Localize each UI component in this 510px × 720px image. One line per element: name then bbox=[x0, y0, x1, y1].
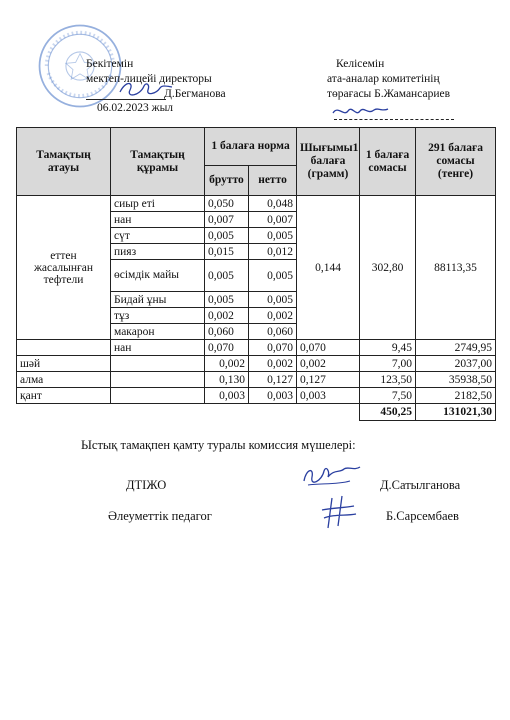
approver-name: Д.Бегманова bbox=[164, 88, 226, 100]
dish-name: алма bbox=[17, 372, 111, 388]
col-header-netto: нетто bbox=[249, 166, 297, 196]
table-header-row bbox=[17, 128, 496, 166]
member2-name: Б.Сарсембаев bbox=[386, 509, 459, 523]
member1-signature-icon bbox=[300, 461, 362, 491]
netto-value: 0,007 bbox=[249, 212, 297, 228]
committee-title: ата-аналар комитетінің bbox=[327, 73, 440, 85]
table-row bbox=[17, 372, 496, 388]
member1-name: Д.Сатылганова bbox=[380, 478, 461, 492]
output-value: 0,002 bbox=[297, 356, 360, 372]
table-row bbox=[17, 356, 496, 372]
col-header-brutto: брутто bbox=[205, 166, 249, 196]
netto-value: 0,048 bbox=[249, 196, 297, 212]
netto-value: 0,070 bbox=[249, 340, 297, 356]
col-header-output: Шығымы1 балаға (грамм) bbox=[297, 128, 360, 196]
col-header-sum1: 1 балаға сомасы bbox=[360, 128, 416, 196]
col-header-name: Тамақтың атауы bbox=[17, 128, 111, 196]
dish-sum1: 302,80 bbox=[360, 196, 416, 340]
output-value: 0,003 bbox=[297, 388, 360, 404]
table-row bbox=[17, 196, 496, 212]
dish-name bbox=[17, 340, 111, 356]
table-row bbox=[17, 388, 496, 404]
sum291-value: 2749,95 bbox=[416, 340, 496, 356]
brutto-value: 0,003 bbox=[205, 388, 249, 404]
dish-name: қант bbox=[17, 388, 111, 404]
netto-value: 0,003 bbox=[249, 388, 297, 404]
brutto-value: 0,007 bbox=[205, 212, 249, 228]
brutto-value: 0,005 bbox=[205, 260, 249, 292]
sum1-value: 7,00 bbox=[360, 356, 416, 372]
sum1-value: 123,50 bbox=[360, 372, 416, 388]
totals-row bbox=[17, 404, 496, 421]
agree-word: Келісемін bbox=[336, 58, 385, 70]
chair-signature-icon bbox=[330, 103, 390, 121]
col-header-norm: 1 балаға норма bbox=[205, 128, 297, 166]
dish-name: еттен жасалынған тефтели bbox=[17, 196, 111, 340]
col-header-sum291: 291 балаға сомасы (тенге) bbox=[416, 128, 496, 196]
ingredient-name: Бидай ұны bbox=[111, 292, 205, 308]
netto-value: 0,127 bbox=[249, 372, 297, 388]
sum291-value: 2037,00 bbox=[416, 356, 496, 372]
netto-value: 0,002 bbox=[249, 308, 297, 324]
brutto-value: 0,005 bbox=[205, 292, 249, 308]
menu-table bbox=[16, 127, 496, 421]
approve-word: Бекітемін bbox=[86, 58, 134, 70]
ingredient-name: сиыр еті bbox=[111, 196, 205, 212]
output-value: 0,127 bbox=[297, 372, 360, 388]
brutto-value: 0,050 bbox=[205, 196, 249, 212]
sum291-value: 2182,50 bbox=[416, 388, 496, 404]
netto-value: 0,005 bbox=[249, 260, 297, 292]
member1-role: ДТІЖО bbox=[126, 478, 167, 492]
approve-date: 06.02.2023 жыл bbox=[97, 102, 174, 114]
member2-role: Әлеуметтік педагог bbox=[108, 509, 212, 523]
brutto-value: 0,070 bbox=[205, 340, 249, 356]
brutto-value: 0,015 bbox=[205, 244, 249, 260]
ingredient-name: сүт bbox=[111, 228, 205, 244]
dish-sum291: 88113,35 bbox=[416, 196, 496, 340]
approver-title: мектеп-лицейі директоры bbox=[86, 73, 212, 85]
dish-output: 0,144 bbox=[297, 196, 360, 340]
netto-value: 0,005 bbox=[249, 292, 297, 308]
sum1-value: 7,50 bbox=[360, 388, 416, 404]
ingredient-name: тұз bbox=[111, 308, 205, 324]
ingredient-name bbox=[111, 372, 205, 388]
ingredient-name: пияз bbox=[111, 244, 205, 260]
ingredient-name: өсімдік майы bbox=[111, 260, 205, 292]
dish-name: шәй bbox=[17, 356, 111, 372]
ingredient-name bbox=[111, 356, 205, 372]
ingredient-name: нан bbox=[111, 212, 205, 228]
netto-value: 0,012 bbox=[249, 244, 297, 260]
brutto-value: 0,002 bbox=[205, 308, 249, 324]
sum291-value: 35938,50 bbox=[416, 372, 496, 388]
brutto-value: 0,002 bbox=[205, 356, 249, 372]
total-sum291: 131021,30 bbox=[416, 404, 496, 421]
ingredient-name: нан bbox=[111, 340, 205, 356]
committee-chair: төрағасы Б.Жамансариев bbox=[327, 88, 451, 100]
table-row bbox=[17, 340, 496, 356]
brutto-value: 0,005 bbox=[205, 228, 249, 244]
col-header-composition: Тамақтың құрамы bbox=[111, 128, 205, 196]
director-signature-icon bbox=[116, 78, 176, 100]
netto-value: 0,002 bbox=[249, 356, 297, 372]
netto-value: 0,005 bbox=[249, 228, 297, 244]
total-sum1: 450,25 bbox=[360, 404, 416, 421]
sum1-value: 9,45 bbox=[360, 340, 416, 356]
member2-signature-icon bbox=[318, 494, 358, 530]
netto-value: 0,060 bbox=[249, 324, 297, 340]
brutto-value: 0,060 bbox=[205, 324, 249, 340]
output-value: 0,070 bbox=[297, 340, 360, 356]
commission-title: Ыстық тамақпен қамту туралы комиссия мүшелері: bbox=[81, 438, 356, 452]
brutto-value: 0,130 bbox=[205, 372, 249, 388]
ingredient-name: макарон bbox=[111, 324, 205, 340]
ingredient-name bbox=[111, 388, 205, 404]
